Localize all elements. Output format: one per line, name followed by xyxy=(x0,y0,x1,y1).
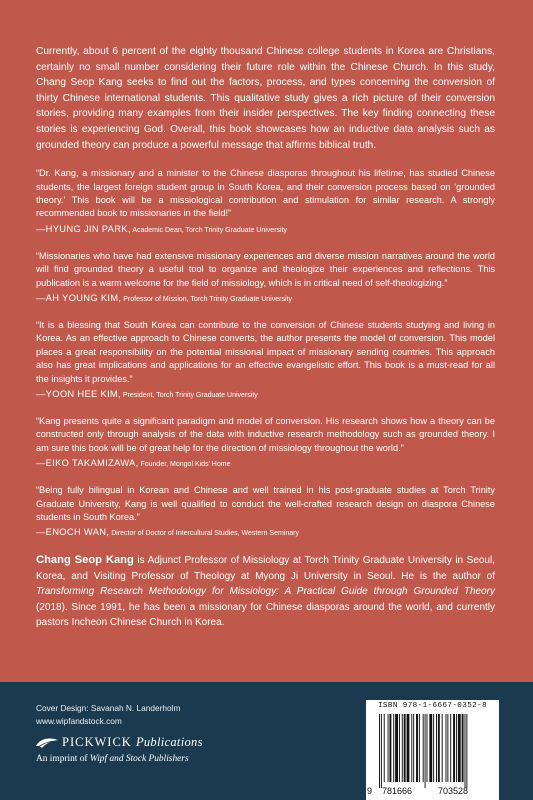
barcode-bar xyxy=(419,714,420,782)
endorsement xyxy=(36,415,495,470)
barcode-bar xyxy=(425,714,426,788)
barcode-bar xyxy=(436,714,437,782)
barcode-digit-group: 9 xyxy=(367,786,373,796)
publisher-name-suffix: Publications xyxy=(135,735,203,749)
barcode-bar xyxy=(379,714,380,788)
barcode-bar xyxy=(399,714,400,782)
isbn-barcode-block xyxy=(366,700,499,800)
endorsement-attribution xyxy=(36,527,495,539)
publisher-name xyxy=(62,735,203,750)
author-bio-text: (2018). Since 1991, he has been a missionary for Chinese diasporas around the world, and currently pastors Incheon Chinese Church in Korea. xyxy=(36,601,495,629)
publisher-logo xyxy=(34,735,203,750)
barcode-bar xyxy=(450,714,451,782)
barcode-bar xyxy=(458,714,461,782)
endorser-title: Professor of Mission, Torch Trinity Graduate University xyxy=(123,296,292,303)
endorser-title: Academic Dean, Torch Trinity Graduate University xyxy=(132,226,288,234)
endorsement-attribution xyxy=(36,224,495,236)
barcode-bar xyxy=(411,714,412,782)
endorsement-attribution xyxy=(36,458,495,470)
endorsement xyxy=(36,319,495,401)
barcode-bar xyxy=(395,714,398,782)
barcode-bar xyxy=(433,714,434,782)
barcode-bar xyxy=(402,714,403,782)
barcode-image xyxy=(371,714,494,788)
barcode-bar xyxy=(404,714,406,782)
author-previous-book-title: Transforming Research Methodology for Missiology: A Practical Guide through Grounded Theory xyxy=(36,586,495,598)
endorsement xyxy=(36,484,495,539)
barcode-bar xyxy=(453,714,455,782)
barcode-bar xyxy=(393,714,394,782)
endorser-name: —ENOCH WAN, xyxy=(36,526,110,538)
isbn-label: ISBN 978-1-6667-0352-8 xyxy=(377,702,488,710)
endorsement-quote: “Dr. Kang, a missionary and a minister to the Chinese diasporas throughout his lifetime, has studied Chinese students, the largest foreign student group in South Korea, and their conversion process based on ‘grounded theory.’ This book will be a missiological contribution and stimulation for similar research. A strongly recommended book to missionaries in the field!” xyxy=(36,168,495,219)
barcode-digit-group: 781666 xyxy=(382,786,413,796)
author-name: Chang Seop Kang xyxy=(36,554,134,567)
endorser-name: —EIKO TAKAMIZAWA, xyxy=(36,457,139,469)
endorsement-attribution xyxy=(36,389,495,401)
barcode-bar xyxy=(389,714,391,782)
endorser-title: Director of Doctor of Intercultural Studies, Western Seminary xyxy=(111,530,299,538)
barcode-bar xyxy=(442,714,443,782)
endorser-name: —YOON HEE KIM, xyxy=(36,388,121,400)
barcode-bar xyxy=(447,714,448,782)
publisher-website: www.wipfandstock.com xyxy=(36,715,122,726)
endorsement-quote: “Being fully bilingual in Korean and Chinese and well trained in his post-graduate studies at Torch Trinity Graduate University, Kang is well qualified to conduct the well-crafted research design on diaspora Chinese students in South Korea.” xyxy=(36,485,495,523)
barcode-bar xyxy=(438,714,440,782)
endorser-title: Founder, Mongol Kids’ Home xyxy=(140,461,231,469)
barcode-digits xyxy=(366,786,499,798)
barcode-digit-group: 703528 xyxy=(438,786,469,796)
endorser-title: President, Torch Trinity Graduate University xyxy=(122,392,258,400)
credits xyxy=(36,702,180,727)
author-bio-text: is Adjunct Professor of Missiology at Torch Trinity Graduate University in Seoul, Korea, and Visiting Professor of Theology at Myong Ji University in Seoul. He is the author of xyxy=(36,555,496,582)
barcode-bar xyxy=(427,714,428,782)
endorsement-attribution xyxy=(36,293,495,305)
barcode-bar xyxy=(407,714,410,782)
endorser-name: —HYUNG JIN PARK, xyxy=(36,222,131,234)
cover-design-credit: Cover Design: Savanah N. Landerholm xyxy=(36,703,181,713)
barcode-bar xyxy=(413,714,414,782)
barcode-bar xyxy=(423,714,424,782)
endorser-name: —AH YOUNG KIM, xyxy=(36,292,122,303)
publisher-name-main: PICKWICK xyxy=(62,735,132,749)
imprint-line xyxy=(36,754,189,764)
barcode-bar xyxy=(462,714,464,782)
endorsement xyxy=(36,250,495,305)
barcode-bar xyxy=(466,714,467,788)
barcode-bar xyxy=(416,714,418,782)
book-description: Currently, about 6 percent of the eighty thousand Chinese college students in Korea are Christians, certainly no small number considering their future role within the Chinese Church. In this study, Chang Seop Kang seeks to find out the factors, process, and types concerning the conversion of thirty Chinese international students. This qualitative study gives a rich picture of their conversion stories, providing many examples from their insider perspectives. The key finding connecting these stories is experiencing God. Overall, this book showcases how an inductive data analysis such as grounded theory can produce a powerful message that affirms biblical truth. xyxy=(36,46,495,151)
endorsement-quote: “Kang presents quite a significant paradigm and model of conversion. His research shows how a theory can be constructed only through analysis of the data with inductive research methodology such as grounded theory. I am sure this book will be of great help for the direction of missiology throughout the world.” xyxy=(36,416,495,453)
endorsement xyxy=(36,167,495,236)
endorsement-quote: “Missionaries who have had extensive missionary experiences and diverse mission narratives around the world will find grounded theory a useful tool to organize and theologize their experiences and reflections. This publication is a warm welcome for the field of missiology, which is in critical need of self-theologizing.” xyxy=(36,250,495,288)
barcode-bar xyxy=(384,714,385,782)
barcode-bar xyxy=(465,714,466,788)
barcode-bar xyxy=(429,714,432,782)
endorsement-quote: “It is a blessing that South Korea can contribute to the conversion of Chinese students studying and living in Korea. As an effective approach to Chinese converts, the author presents the model of conversion. This model places a great responsibility on the potential missional impact of missionary sending countries. This approach also has great implications and applications for an effective evangelistic effort. This book is a must-read for all the insights it provides.” xyxy=(36,320,495,384)
barcode-bar xyxy=(388,714,389,782)
barcode-bar xyxy=(446,714,447,782)
pickwick-leaf-icon xyxy=(34,736,60,750)
barcode-bar xyxy=(456,714,457,782)
author-bio xyxy=(36,553,495,630)
imprint-name: Wipf and Stock Publishers xyxy=(89,754,189,764)
imprint-prefix: An imprint of xyxy=(36,754,90,764)
barcode-bar xyxy=(381,714,382,788)
